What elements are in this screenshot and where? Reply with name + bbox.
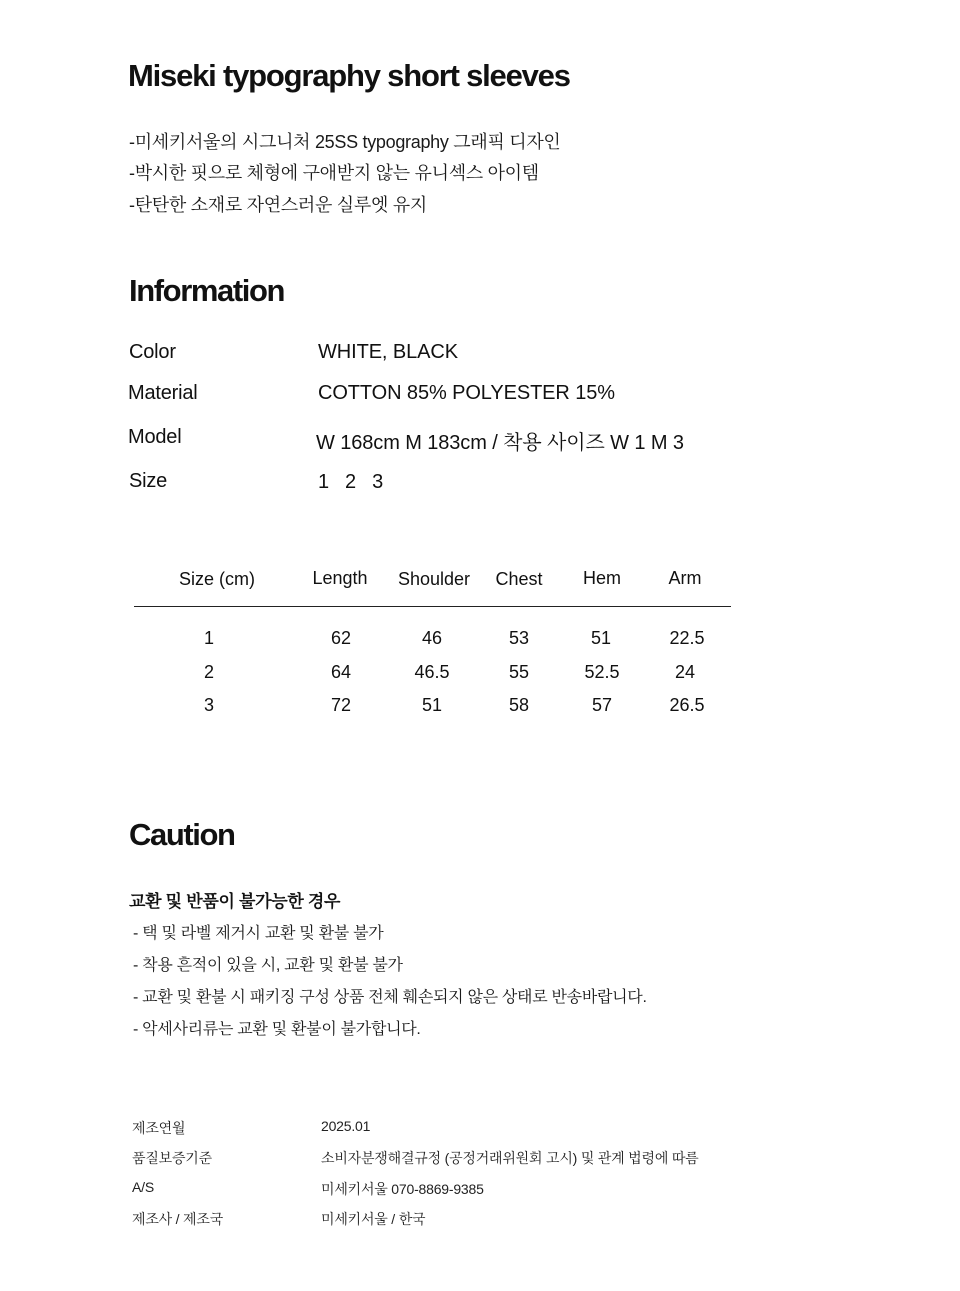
information-heading: Information <box>129 273 285 308</box>
intro-line-3: -탄탄한 소재로 자연스러운 실루엣 유지 <box>129 195 427 215</box>
caution-item: - 악세사리류는 교환 및 환불이 불가합니다. <box>133 1021 421 1038</box>
table-divider <box>134 606 731 607</box>
table-cell: 51 <box>421 695 443 715</box>
caution-heading: Caution <box>129 817 235 852</box>
size-option: 3 <box>372 471 384 493</box>
table-cell: 46 <box>421 628 443 648</box>
table-cell: 22.5 <box>669 628 705 648</box>
model-label: Model <box>128 426 182 448</box>
size-values <box>318 471 399 494</box>
manufacturer-value: 미세키서울 / 한국 <box>321 1211 426 1227</box>
table-cell: 51 <box>590 628 612 648</box>
caution-item: - 착용 흔적이 있을 시, 교환 및 환불 불가 <box>133 957 403 974</box>
size-option: 1 <box>318 471 330 493</box>
table-cell: 57 <box>591 695 613 715</box>
warranty-value: 소비자분쟁해결규정 (공정거래위원회 고시) 및 관계 법령에 따름 <box>321 1150 699 1166</box>
manufacturer-label: 제조사 / 제조국 <box>132 1211 224 1227</box>
table-cell: 55 <box>508 662 530 682</box>
table-cell: 53 <box>508 628 530 648</box>
table-cell: 3 <box>203 695 215 715</box>
color-label: Color <box>129 341 176 363</box>
intro-line-1: -미세키서울의 시그니처 25SS typography 그래픽 디자인 <box>129 132 561 152</box>
table-cell: 1 <box>203 628 215 648</box>
manufacture-date-label: 제조연월 <box>132 1120 186 1136</box>
model-value: W 168cm M 183cm / 착용 사이즈 W 1 M 3 <box>316 432 684 454</box>
warranty-label: 품질보증기준 <box>132 1150 212 1166</box>
material-value: COTTON 85% POLYESTER 15% <box>318 382 615 404</box>
table-cell: 46.5 <box>414 662 450 682</box>
table-cell: 26.5 <box>669 695 705 715</box>
table-cell: 58 <box>508 695 530 715</box>
table-header-size: Size (cm) <box>179 569 255 589</box>
table-header-shoulder: Shoulder <box>397 569 471 589</box>
caution-item: - 택 및 라벨 제거시 교환 및 환불 불가 <box>133 925 384 942</box>
table-cell: 62 <box>330 628 352 648</box>
table-cell: 2 <box>203 662 215 682</box>
table-cell: 72 <box>330 695 352 715</box>
table-cell: 52.5 <box>584 662 620 682</box>
table-header-length: Length <box>312 568 368 588</box>
caution-item: - 교환 및 환불 시 패키징 구성 상품 전체 훼손되지 않은 상태로 반송바랍니다. <box>133 989 647 1006</box>
table-cell: 24 <box>674 662 696 682</box>
table-cell: 64 <box>330 662 352 682</box>
color-value: WHITE, BLACK <box>318 341 458 363</box>
as-label: A/S <box>132 1179 154 1195</box>
as-value: 미세키서울 070-8869-9385 <box>321 1181 484 1197</box>
size-label: Size <box>129 470 168 492</box>
table-header-chest: Chest <box>495 569 543 589</box>
table-header-hem: Hem <box>582 568 622 588</box>
size-option: 2 <box>345 471 357 493</box>
material-label: Material <box>128 382 198 404</box>
caution-subheading: 교환 및 반품이 불가능한 경우 <box>129 892 341 911</box>
table-header-arm: Arm <box>668 568 702 588</box>
intro-line-2: -박시한 핏으로 체형에 구애받지 않는 유니섹스 아이템 <box>129 163 539 183</box>
product-title: Miseki typography short sleeves <box>128 58 570 93</box>
manufacture-date-value: 2025.01 <box>321 1118 371 1134</box>
